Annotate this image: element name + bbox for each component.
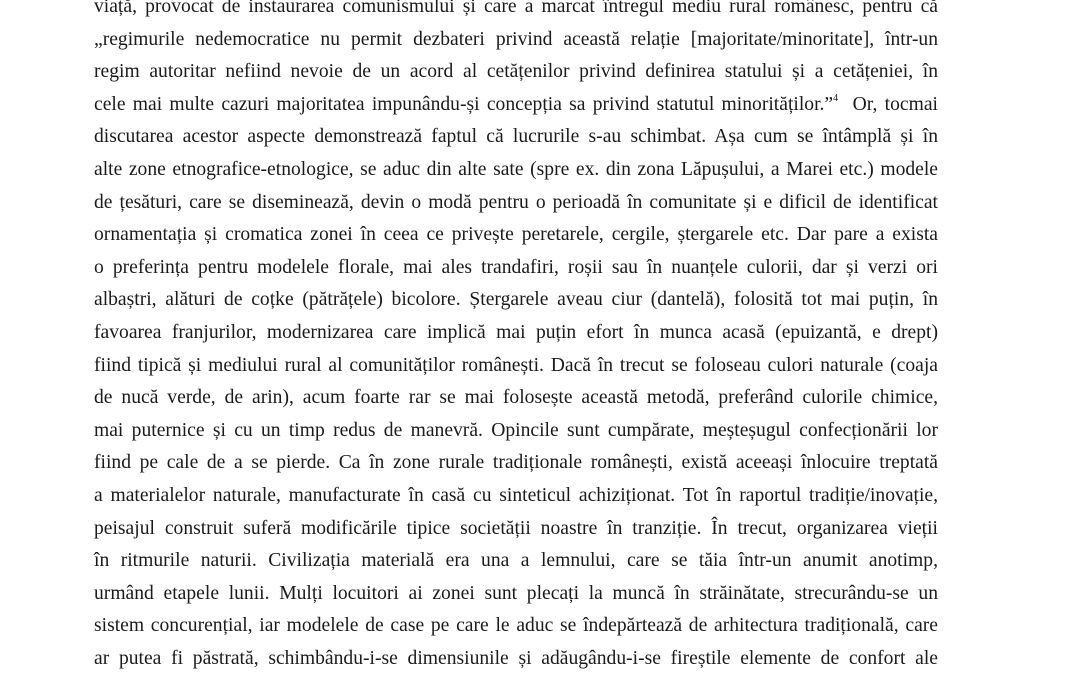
text-line-2: „regimurile nedemocratice nu permit dezbateri privind această relație [majoritate/minoritate], într-un — [94, 28, 938, 50]
text-line-4-tail: Or, tocmai — [838, 93, 938, 115]
text-line-18: în ritmurile naturii. Civilizația materială era una a lemnului, care se tăia într-un anumit anotimp, — [94, 550, 938, 572]
text-line-21: ar putea fi păstrată, schimbându-i-se dimensiunile și adăugându-i-se fireștile elemente de confort ale — [94, 647, 938, 669]
text-line-12: fiind tipică și mediului rural al comunităților românești. Dacă în trecut se foloseau culori naturale (coaja — [94, 354, 938, 376]
text-line-4 — [94, 89, 938, 122]
text-line-17: peisajul construit suferă modificările tipice societății noastre în tranziție. În trecut, organizarea vieții — [94, 517, 938, 539]
text-line-14: mai puternice și cu un timp redus de manevră. Opincile sunt cumpărate, meșteșugul confecționării lor — [94, 419, 938, 441]
text-line-10: albaștri, alături de coțke (pătrățele) bicolore. Ștergarele aveau ciur (dantelă), folosită tot mai puțin, în — [94, 289, 938, 311]
text-line-8: ornamentația și cromatica zonei în ceea ce privește peretarele, cergile, ștergarele etc. Dar pare a exista — [94, 224, 938, 246]
text-line-20: sistem concurențial, iar modelele de case pe care le aduc se îndepărtează de arhitectura tradițională, care — [94, 615, 938, 637]
document-page — [94, 0, 938, 675]
text-line-15: fiind pe cale de a se pierde. Ca în zone rurale tradiționale românești, există aceeași înlocuire treptată — [94, 452, 938, 474]
text-line-11: favoarea franjurilor, modernizarea care implică mai puțin efort în munca acasă (epuizantă, e drept) — [94, 321, 938, 343]
text-line-6: alte zone etnografice-etnologice, se aduc din alte sate (spre ex. din zona Lăpușului, a Marei etc.) modele — [94, 158, 938, 180]
text-line-4-body: cele mai multe cazuri majoritatea impunându-și concepția sa privind statutul minorităților.” — [94, 93, 834, 115]
text-line-13: de nucă verde, de arin), acum foarte rar se mai folosește această metodă, preferând culorile chimice, — [94, 387, 938, 409]
text-line-9: o preferința pentru modelele florale, mai ales trandafiri, roșii sau în nuanțele culorii, dar și verzi ori — [94, 256, 938, 278]
text-line-7: de țesături, care se diseminează, devin o modă pentru o perioadă în comunitate și e dificil de identificat — [94, 191, 938, 213]
text-line-19: urmând etapele lunii. Mulți locuitori ai zonei sunt plecați la muncă în străinătate, strecurându-se un — [94, 582, 938, 604]
text-line-1: viață, provocat de instaurarea comunismului și care a marcat întregul mediu rural românesc, pentru că — [94, 0, 938, 17]
text-line-3: regim autoritar nefiind nevoie de un acord al cetățenilor privind definirea statului și a cetățeniei, în — [94, 61, 938, 83]
text-line-16: a materialelor naturale, manufacturate în casă cu sinteticul achiziționat. Tot în raportul tradiție/inovație, — [94, 484, 938, 506]
text-line-5: discutarea acestor aspecte demonstrează faptul că lucrurile s-au schimbat. Așa cum se întâmplă și în — [94, 126, 938, 148]
footnote-reference[interactable]: 4 — [833, 92, 839, 104]
